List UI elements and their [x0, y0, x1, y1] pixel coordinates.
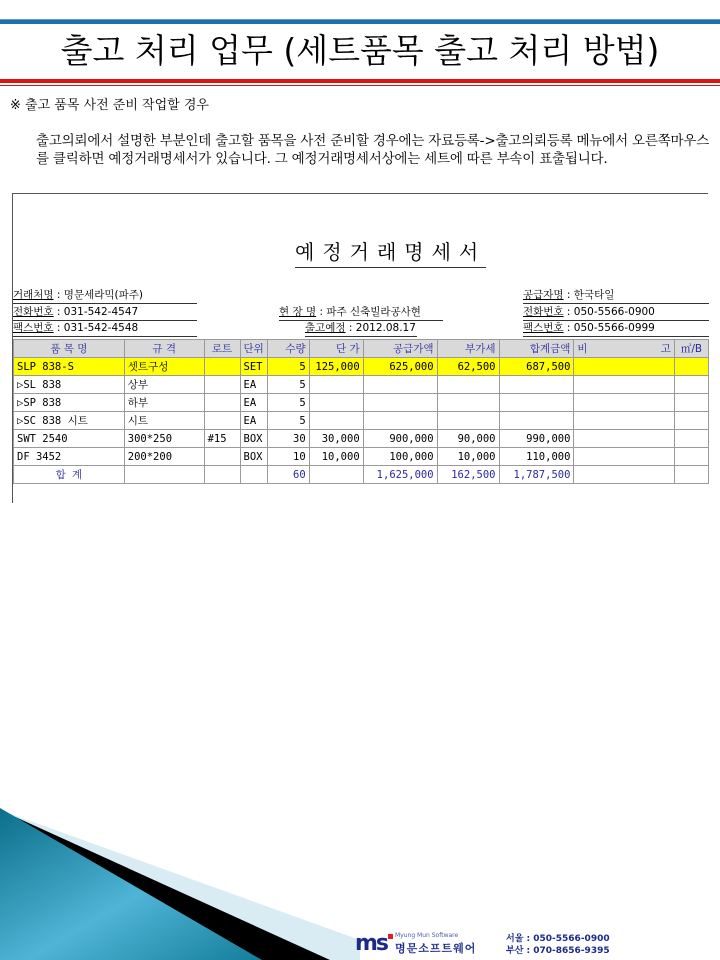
cell-spec: 200*200 — [124, 448, 204, 466]
company-logo — [355, 932, 505, 956]
col-remark-2: 고 — [609, 340, 675, 358]
table-row — [14, 358, 709, 376]
cell-item: SWT 2540 — [14, 430, 125, 448]
cell-total: 990,000 — [499, 430, 574, 448]
company-name-ko: 명문소프트웨어 — [395, 942, 477, 955]
cell-lot — [204, 448, 240, 466]
cell-supply: 100,000 — [363, 448, 437, 466]
supplier-fax-label: 팩스번호 — [523, 322, 564, 334]
cell-m2b — [674, 376, 708, 394]
cell-remark — [574, 448, 675, 466]
cell-qty: 10 — [267, 448, 309, 466]
col-vat: 부가세 — [437, 340, 499, 358]
cell-lot — [204, 394, 240, 412]
cell-price: 30,000 — [309, 430, 363, 448]
col-spec: 규 격 — [124, 340, 204, 358]
supplier-fax-value: 050-5566-0999 — [573, 322, 655, 334]
cell-m2b — [674, 430, 708, 448]
cell-supply — [363, 412, 437, 430]
col-qty: 수량 — [267, 340, 309, 358]
cell-total: 687,500 — [499, 358, 574, 376]
cell-m2b — [674, 358, 708, 376]
cell-m2b — [674, 448, 708, 466]
cell-unit: SET — [240, 358, 267, 376]
cell-item: DF 3452 — [14, 448, 125, 466]
customer-fax: 팩스번호 : 031-542-4548 — [13, 321, 197, 337]
cell-spec: 셋트구성 — [124, 358, 204, 376]
col-total: 합계금액 — [499, 340, 574, 358]
col-m2b: ㎡/B — [674, 340, 708, 358]
cell-total: 110,000 — [499, 448, 574, 466]
cell-qty: 30 — [267, 430, 309, 448]
cell-price — [309, 376, 363, 394]
cell-m2b — [674, 412, 708, 430]
contact-busan: 부산 : 070-8656-9395 — [506, 946, 610, 956]
table-header-row — [14, 340, 709, 358]
statement-title: 예정거래명세서 — [295, 236, 486, 268]
cell-unit: EA — [240, 376, 267, 394]
cell-supply — [363, 376, 437, 394]
cell-spec: 300*250 — [124, 430, 204, 448]
table-row — [14, 430, 709, 448]
cell-item: ▷SP 838 — [14, 394, 125, 412]
cell-spec: 하부 — [124, 394, 204, 412]
col-item: 품 목 명 — [14, 340, 125, 358]
totals-vat: 162,500 — [437, 466, 499, 484]
cell-spec: 시트 — [124, 412, 204, 430]
contact-seoul: 서울 : 050-5566-0900 — [506, 934, 610, 944]
cell-spec: 상부 — [124, 376, 204, 394]
cell-total — [499, 412, 574, 430]
cell-qty: 5 — [267, 376, 309, 394]
col-remark-1: 비 — [574, 340, 609, 358]
customer-name-label: 거래처명 — [13, 289, 54, 301]
note-body: 출고의뢰에서 설명한 부분인데 출고할 품목을 사전 준비할 경우에는 자료등록->출고의뢰등록 메뉴에서 오른쪽마우스를 클릭하면 예정거래명세서가 있습니다. 그 예정거래명세서상에는 세트에 따른 부속이 표출됩니다. — [36, 133, 710, 167]
statement-table — [13, 339, 709, 484]
cell-vat — [437, 394, 499, 412]
site-name-value: 파주 신축빌라공사현 — [326, 306, 421, 318]
cell-vat: 10,000 — [437, 448, 499, 466]
totals-empty — [204, 466, 240, 484]
logo-mark-icon: ms — [355, 931, 388, 956]
totals-qty: 60 — [267, 466, 309, 484]
logo-dot-icon — [388, 934, 393, 939]
cell-vat: 90,000 — [437, 430, 499, 448]
cell-unit: BOX — [240, 448, 267, 466]
cell-unit: BOX — [240, 430, 267, 448]
title-top-rule — [0, 19, 720, 24]
cell-price: 125,000 — [309, 358, 363, 376]
supplier-phone: 전화번호 : 050-5566-0900 — [523, 305, 709, 321]
cell-lot — [204, 376, 240, 394]
cell-price — [309, 394, 363, 412]
customer-phone-label: 전화번호 — [13, 306, 54, 318]
table-row — [14, 448, 709, 466]
cell-vat: 62,500 — [437, 358, 499, 376]
supplier-phone-label: 전화번호 — [523, 306, 564, 318]
totals-empty — [674, 466, 708, 484]
cell-m2b — [674, 394, 708, 412]
customer-name: 거래처명 : 명문세라믹(파주) — [13, 288, 197, 304]
cell-price: 10,000 — [309, 448, 363, 466]
contact-info — [506, 933, 610, 957]
supplier-name: 공급자명 : 한국타일 — [523, 288, 709, 304]
title-bottom-rule — [0, 79, 720, 83]
col-unit: 단위 — [240, 340, 267, 358]
customer-name-value: 명문세라믹(파주) — [63, 289, 143, 301]
customer-phone-value: 031-542-4547 — [63, 306, 139, 318]
customer-fax-label: 팩스번호 — [13, 322, 54, 334]
company-name-en: Myung Mun Software — [395, 932, 459, 939]
cell-supply — [363, 394, 437, 412]
col-lot: 로트 — [204, 340, 240, 358]
cell-remark — [574, 430, 675, 448]
cell-vat — [437, 376, 499, 394]
col-price: 단 가 — [309, 340, 363, 358]
cell-remark — [574, 376, 675, 394]
cell-item: SLP 838-S — [14, 358, 125, 376]
cell-item: ▷SL 838 — [14, 376, 125, 394]
table-row — [14, 394, 709, 412]
cell-supply: 900,000 — [363, 430, 437, 448]
cell-lot: #15 — [204, 430, 240, 448]
totals-empty — [574, 466, 675, 484]
cell-unit: EA — [240, 412, 267, 430]
cell-qty: 5 — [267, 358, 309, 376]
supplier-fax: 팩스번호 : 050-5566-0999 — [523, 321, 709, 337]
supplier-phone-value: 050-5566-0900 — [573, 306, 655, 318]
cell-qty: 5 — [267, 394, 309, 412]
cell-item: ▷SC 838 시트 — [14, 412, 125, 430]
cell-remark — [574, 412, 675, 430]
totals-empty — [124, 466, 204, 484]
cell-lot — [204, 358, 240, 376]
customer-phone: 전화번호 : 031-542-4547 — [13, 305, 197, 321]
supplier-name-label: 공급자명 — [523, 289, 564, 301]
cell-qty: 5 — [267, 412, 309, 430]
totals-label: 합 계 — [14, 466, 125, 484]
totals-empty — [309, 466, 363, 484]
cell-remark — [574, 358, 675, 376]
site-name-label: 현 장 명 — [279, 306, 317, 318]
cell-unit: EA — [240, 394, 267, 412]
totals-row — [14, 466, 709, 484]
cell-vat — [437, 412, 499, 430]
cell-remark — [574, 394, 675, 412]
decorative-swoosh — [0, 780, 360, 960]
totals-empty — [240, 466, 267, 484]
supplier-name-value: 한국타일 — [573, 289, 615, 301]
cell-total — [499, 376, 574, 394]
site-name: 현 장 명 : 파주 신축빌라공사현 — [279, 305, 443, 321]
table-row — [14, 412, 709, 430]
table-row — [14, 376, 709, 394]
totals-supply: 1,625,000 — [363, 466, 437, 484]
cell-supply: 625,000 — [363, 358, 437, 376]
ship-date-label: 출고예정 — [305, 322, 346, 334]
customer-fax-value: 031-542-4548 — [63, 322, 139, 334]
ship-date: 출고예정 : 2012.08.17 — [305, 321, 417, 337]
cell-price — [309, 412, 363, 430]
title-bottom-rule-thin — [0, 85, 720, 86]
cell-lot — [204, 412, 240, 430]
note-heading: ※ 출고 품목 사전 준비 작업할 경우 — [10, 98, 209, 113]
cell-total — [499, 394, 574, 412]
totals-total: 1,787,500 — [499, 466, 574, 484]
col-supply: 공급가액 — [363, 340, 437, 358]
slide-title: 출고 처리 업무 (세트품목 출고 처리 방법) — [60, 31, 660, 70]
ship-date-value: 2012.08.17 — [355, 322, 416, 334]
statement-screenshot — [12, 193, 708, 503]
